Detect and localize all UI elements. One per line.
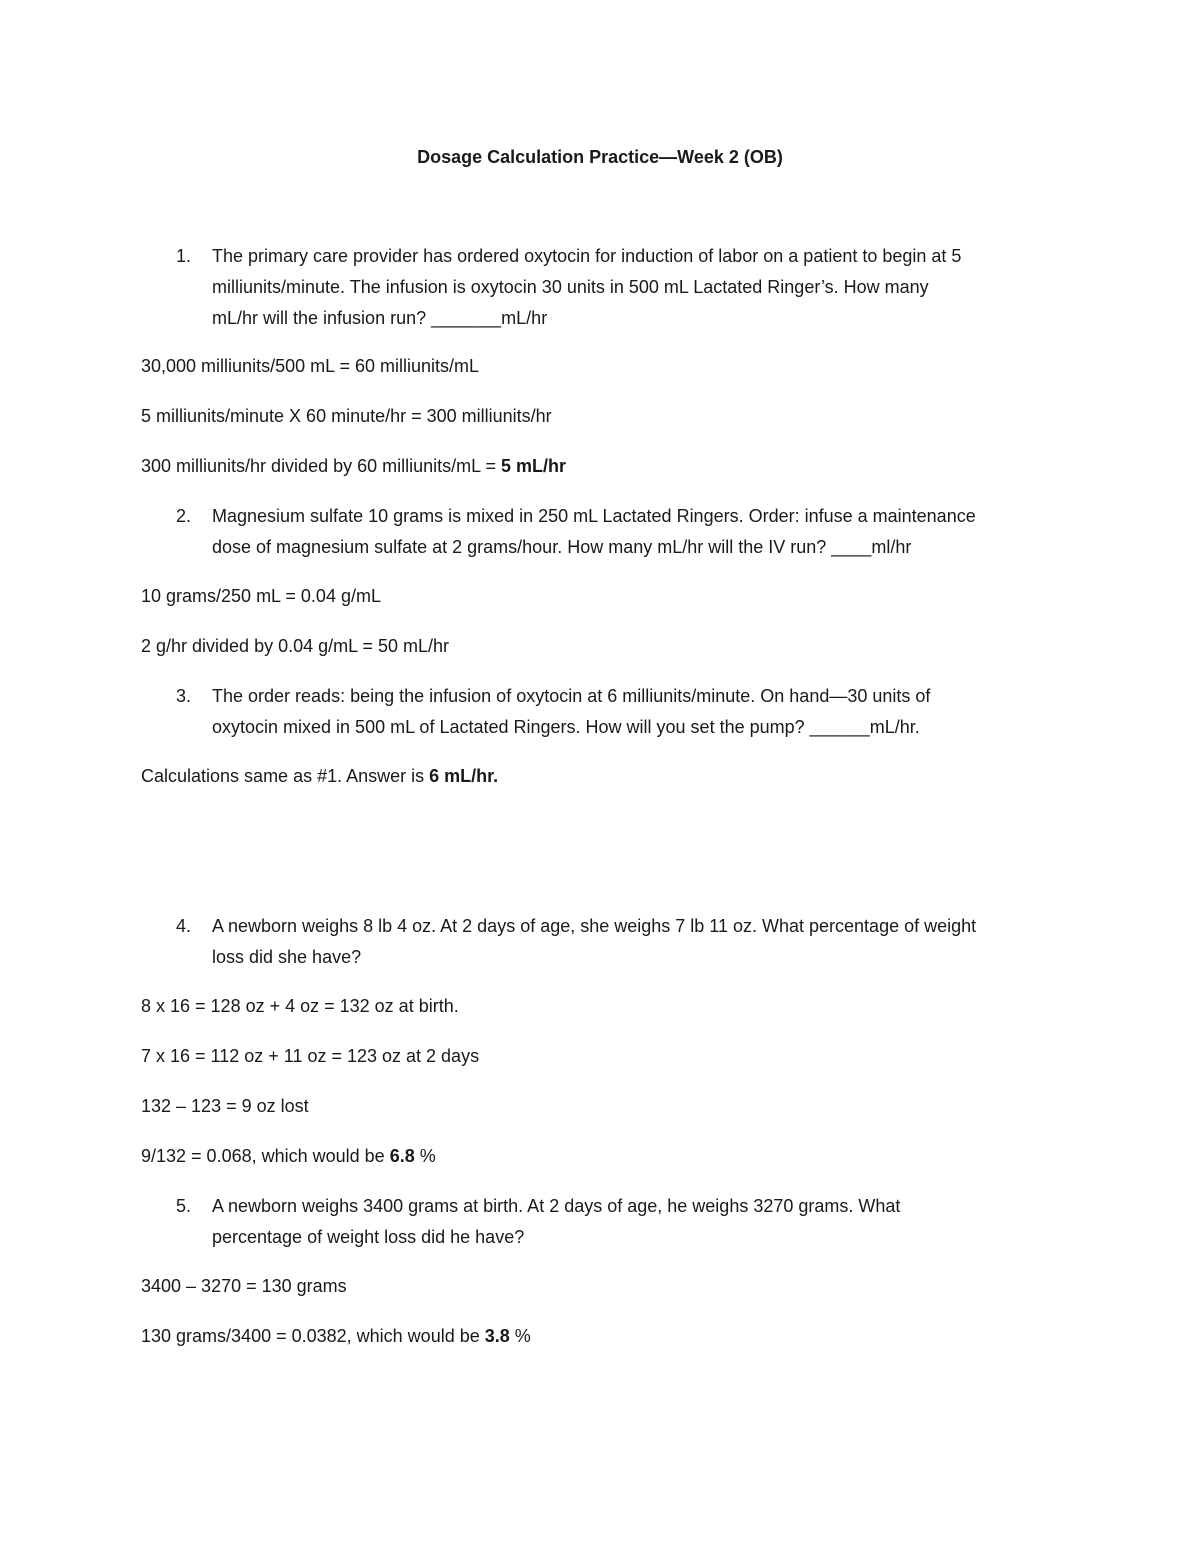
question-number: 3. — [176, 686, 192, 706]
work-line: 2 g/hr divided by 0.04 g/mL = 50 mL/hr — [141, 636, 450, 656]
answer-prefix: 130 grams/3400 = 0.0382, which would be — [141, 1326, 485, 1346]
answer-value: 3.8 — [484, 1326, 510, 1346]
answer-suffix: % — [414, 1146, 436, 1166]
answer-value: 6 mL/hr — [429, 766, 494, 786]
question-line: percentage of weight loss did he have? — [212, 1227, 525, 1247]
answer-suffix: % — [509, 1326, 531, 1346]
question-line: Magnesium sulfate 10 grams is mixed in 250 mL Lactated Ringers. Order: infuse a maintenance — [212, 506, 976, 526]
answer-line — [141, 1144, 436, 1168]
question-line: mL/hr will the infusion run? _______mL/hr — [212, 308, 548, 328]
answer-line — [141, 1324, 531, 1348]
work-line: 3400 – 3270 = 130 grams — [141, 1276, 347, 1296]
answer-line — [141, 764, 498, 788]
answer-prefix: 9/132 = 0.068, which would be — [141, 1146, 390, 1166]
work-line: 7 x 16 = 112 oz + 11 oz = 123 oz at 2 days — [141, 1046, 480, 1066]
question-number: 4. — [176, 916, 192, 936]
answer-value: 6.8 — [389, 1146, 415, 1166]
question-line: oxytocin mixed in 500 mL of Lactated Ringers. How will you set the pump? ______mL/hr. — [212, 717, 920, 737]
page-title: Dosage Calculation Practice—Week 2 (OB) — [417, 147, 783, 167]
question-line: The primary care provider has ordered oxytocin for induction of labor on a patient to begin at 5 — [212, 246, 962, 266]
answer-suffix: . — [493, 766, 499, 786]
work-line: 132 – 123 = 9 oz lost — [141, 1096, 309, 1116]
question-text — [212, 911, 976, 973]
answer-prefix: 300 milliunits/hr divided by 60 milliunits/mL = — [141, 456, 501, 476]
work-line: 5 milliunits/minute X 60 minute/hr = 300 milliunits/hr — [141, 406, 552, 426]
work-line: 30,000 milliunits/500 mL = 60 milliunits/mL — [141, 356, 479, 376]
question-number: 2. — [176, 506, 192, 526]
question-line: A newborn weighs 3400 grams at birth. At 2 days of age, he weighs 3270 grams. What — [212, 1196, 901, 1216]
question-line: A newborn weighs 8 lb 4 oz. At 2 days of age, she weighs 7 lb 11 oz. What percentage of weight — [212, 916, 977, 936]
question-text — [212, 681, 930, 743]
question-number: 5. — [176, 1196, 192, 1216]
answer-line — [141, 454, 566, 478]
question-text — [212, 501, 976, 563]
question-line: milliunits/minute. The infusion is oxytocin 30 units in 500 mL Lactated Ringer’s. How many — [212, 277, 929, 297]
question-number: 1. — [176, 246, 192, 266]
question-line: dose of magnesium sulfate at 2 grams/hour. How many mL/hr will the IV run? ____ml/hr — [212, 537, 912, 557]
answer-value: 5 mL/hr — [501, 456, 567, 476]
work-line: 10 grams/250 mL = 0.04 g/mL — [141, 586, 381, 606]
answer-prefix: Calculations same as #1. Answer is — [141, 766, 430, 786]
work-line: 8 x 16 = 128 oz + 4 oz = 132 oz at birth. — [141, 996, 459, 1016]
question-text — [212, 1191, 900, 1253]
question-line: The order reads: being the infusion of oxytocin at 6 milliunits/minute. On hand—30 units of — [212, 686, 931, 706]
question-text — [212, 241, 961, 334]
question-line: loss did she have? — [212, 947, 362, 967]
